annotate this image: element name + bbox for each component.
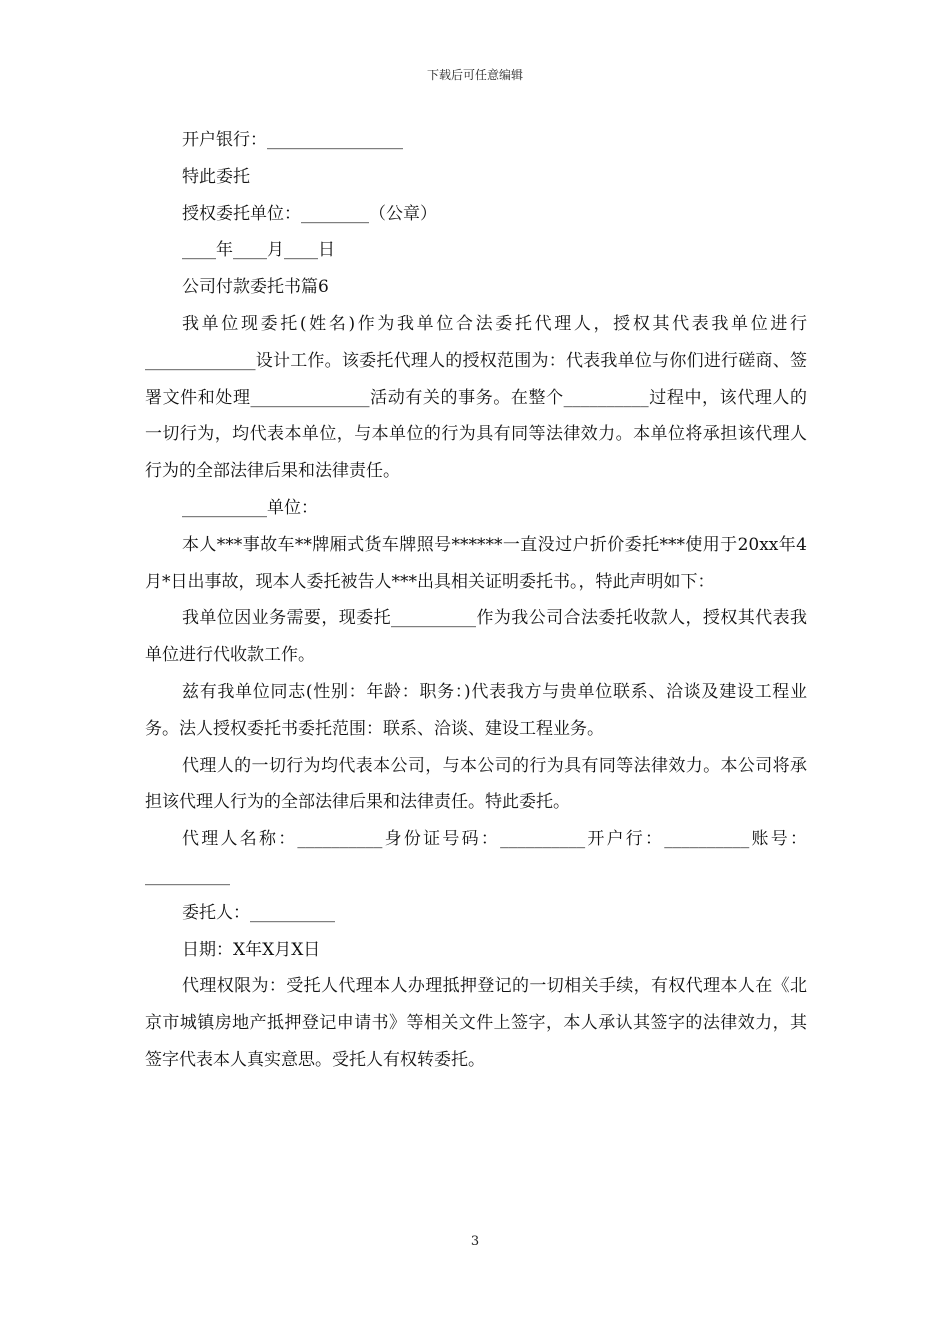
paragraph: 我单位因业务需要，现委托__________作为我公司合法委托收款人，授权其代表我单位进行代收款工作。 [145,608,807,666]
agent-info-line: 代理人名称：__________身份证号码：__________开户行：__________账号：__________ [145,829,807,886]
paragraph: 我单位现委托(姓名)作为我单位合法委托代理人，授权其代表我单位进行_____________设计工作。该委托代理人的授权范围为：代表我单位与你们进行磋商、签署文件和处理______________活动有关的事务。在整个__________过程中，该代理人的一切行为，均代表本单位，与本单位的行为具有同等法律效力。本单位将承担该代理人行为的全部法律后果和法律责任。 [145,313,807,482]
section-title: 公司付款委托书篇6 [182,277,329,298]
paragraph: 代理权限为：受托人代理本人办理抵押登记的一切相关手续，有权代理本人在《北京市城镇房地产抵押登记申请书》等相关文件上签字，本人承认其签字的法律效力，其签字代表本人真实意思。受托人有权转委托。 [145,976,807,1070]
paragraph: 本人***事故车**牌厢式货车牌照号******一直没过户折价委托***使用于20xx年4月*日出事故，现本人委托被告人***出具相关证明委托书。，特此声明如下： [145,534,807,592]
bank-line: 开户银行：________________ [182,130,403,150]
paragraph: 代理人的一切行为均代表本公司，与本公司的行为具有同等法律效力。本公司将承担该代理人行为的全部法律后果和法律责任。特此委托。 [145,755,807,813]
date-line: ____年____月____日 [182,240,335,261]
document-body [145,122,807,1079]
page-header: 下载后可任意编辑 [426,68,523,82]
paragraph: 兹有我单位同志(性别：年龄：职务：)代表我方与贵单位联系、洽谈及建设工程业务。法人授权委托书委托范围：联系、洽谈、建设工程业务。 [145,681,807,739]
special-entrust-line: 特此委托 [182,166,250,187]
date-line: 日期：X年X月X日 [182,939,321,960]
authorizing-unit-line: 授权委托单位：________（公章） [182,203,437,224]
page-number: 3 [470,1234,480,1249]
principal-line: 委托人：__________ [182,902,335,923]
unit-line: __________单位： [182,497,318,518]
